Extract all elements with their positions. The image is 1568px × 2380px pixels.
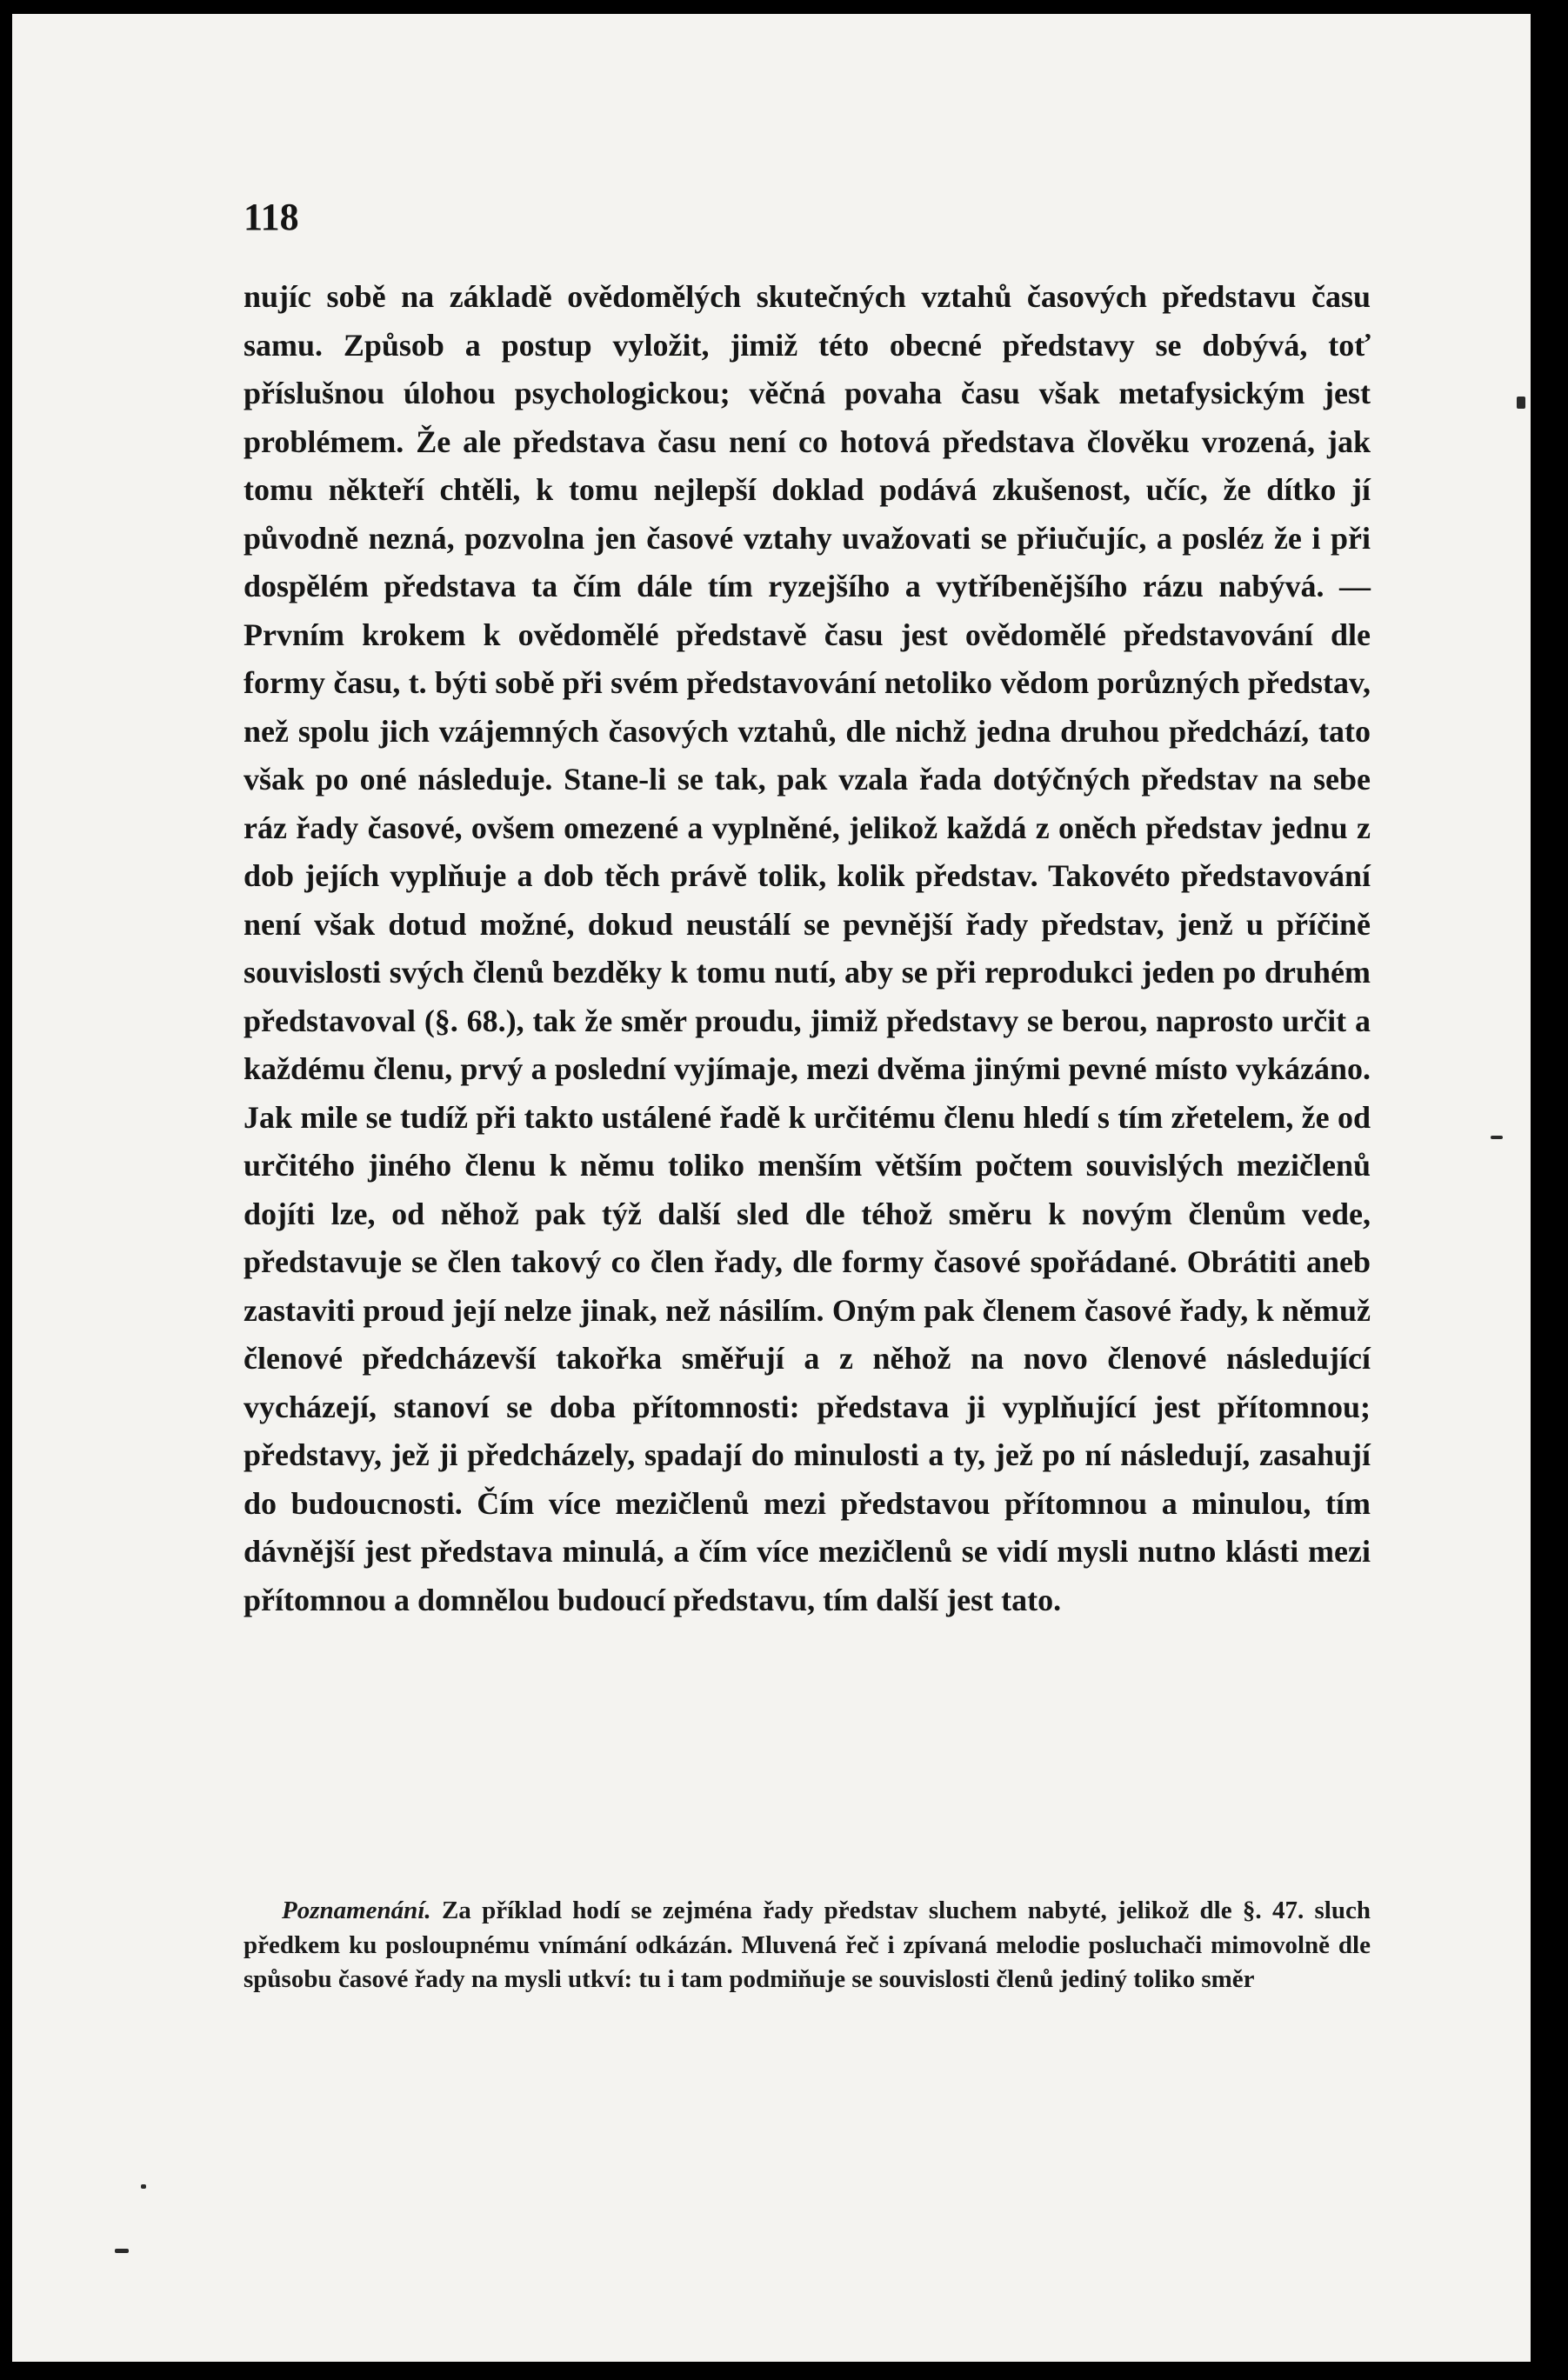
footnote-label: Poznamenání. — [282, 1897, 431, 1924]
book-page — [12, 14, 1531, 2362]
margin-speck — [1517, 397, 1525, 409]
footnote-text: Za příklad hodí se zejména řady představ sluchem nabyté, jelikož dle §. 47. sluch předkem ku posloupnému vnímání odkázán. Mluvená řeč i zpívaná melodie posluchači mimovolně dle spůsobu časové řady na mysli utkví: tu i tam podmiňuje se souvislosti členů jediný toliko směr — [244, 1897, 1371, 1993]
page-number: 118 — [244, 196, 299, 238]
margin-speck — [141, 2184, 146, 2189]
main-text: nujíc sobě na základě ovědomělých skutečných vztahů časových představu času samu. Způsob a postup vyložit, jimiž této obecné představy se dobývá, toť příslušnou úlohou psychologickou; věčná povaha času však metafysickým jest problémem. Že ale představa času není co hotová představa člověku vrozená, jak tomu někteří chtěli, k tomu nejlepší doklad podává zkušenost, učíc, že dítko jí původně nezná, pozvolna jen časové vztahy uvažovati se přiučujíc, a posléz že i při dospělém představa ta čím dále tím ryzejšího a vytříbenějšího rázu nabývá. — Prvním krokem k ovědomělé představě času jest ovědomělé představování dle formy času, t. býti sobě při svém představování netoliko vědom porůzných představ, než spolu jich vzájemných časových vztahů, dle nichž jedna druhou předchází, tato však po oné následuje. Stane-li se tak, pak vzala řada dotýčných představ na sebe ráz řady časové, ovšem omezené a vyplněné, jelikož každá z oněch představ jednu z dob jejích vyplňuje a dob těch právě tolik, kolik představ. Takovéto představování není však dotud možné, dokud neustálí se pevnější řady představ, jenž u příčině souvislosti svých členů bezděky k tomu nutí, aby se při reprodukci jeden po druhém představoval (§. 68.), tak že směr proudu, jimiž představy se berou, naprosto určit a každému členu, prvý a poslední vyjímaje, mezi dvěma jinými pevné místo vykázáno. Jak mile se tudíž při takto ustálené řadě k určitému členu hledí s tím zřetelem, že od určitého jiného členu k němu toliko menším větším počtem souvislých mezičlenů dojíti lze, od něhož pak týž další sled dle téhož směru k novým členům vede, představuje se člen takový co člen řady, dle formy časové spořádané. Obrátiti aneb zastaviti proud její nelze jinak, než násilím. Oným pak členem časové řady, k němuž členové předcházevší takořka směřují a z něhož na novo členové následující vycházejí, stanoví se doba přítomnosti: představa ji vyplňující jest přítomnou; představy, jež ji předcházely, spadají do minulosti a ty, jež po ní následují, zasahují do budoucnosti. Čím více mezičlenů mezi představou přítomnou a minulou, tím dávnější jest představa minulá, a čím více mezičlenů se vidí mysli nutno klásti mezi přítomnou a domnělou budoucí představu, tím další jest tato. — [244, 279, 1371, 1617]
margin-speck — [115, 2249, 129, 2253]
margin-speck — [1491, 1136, 1503, 1139]
footnote — [244, 1894, 1371, 1997]
